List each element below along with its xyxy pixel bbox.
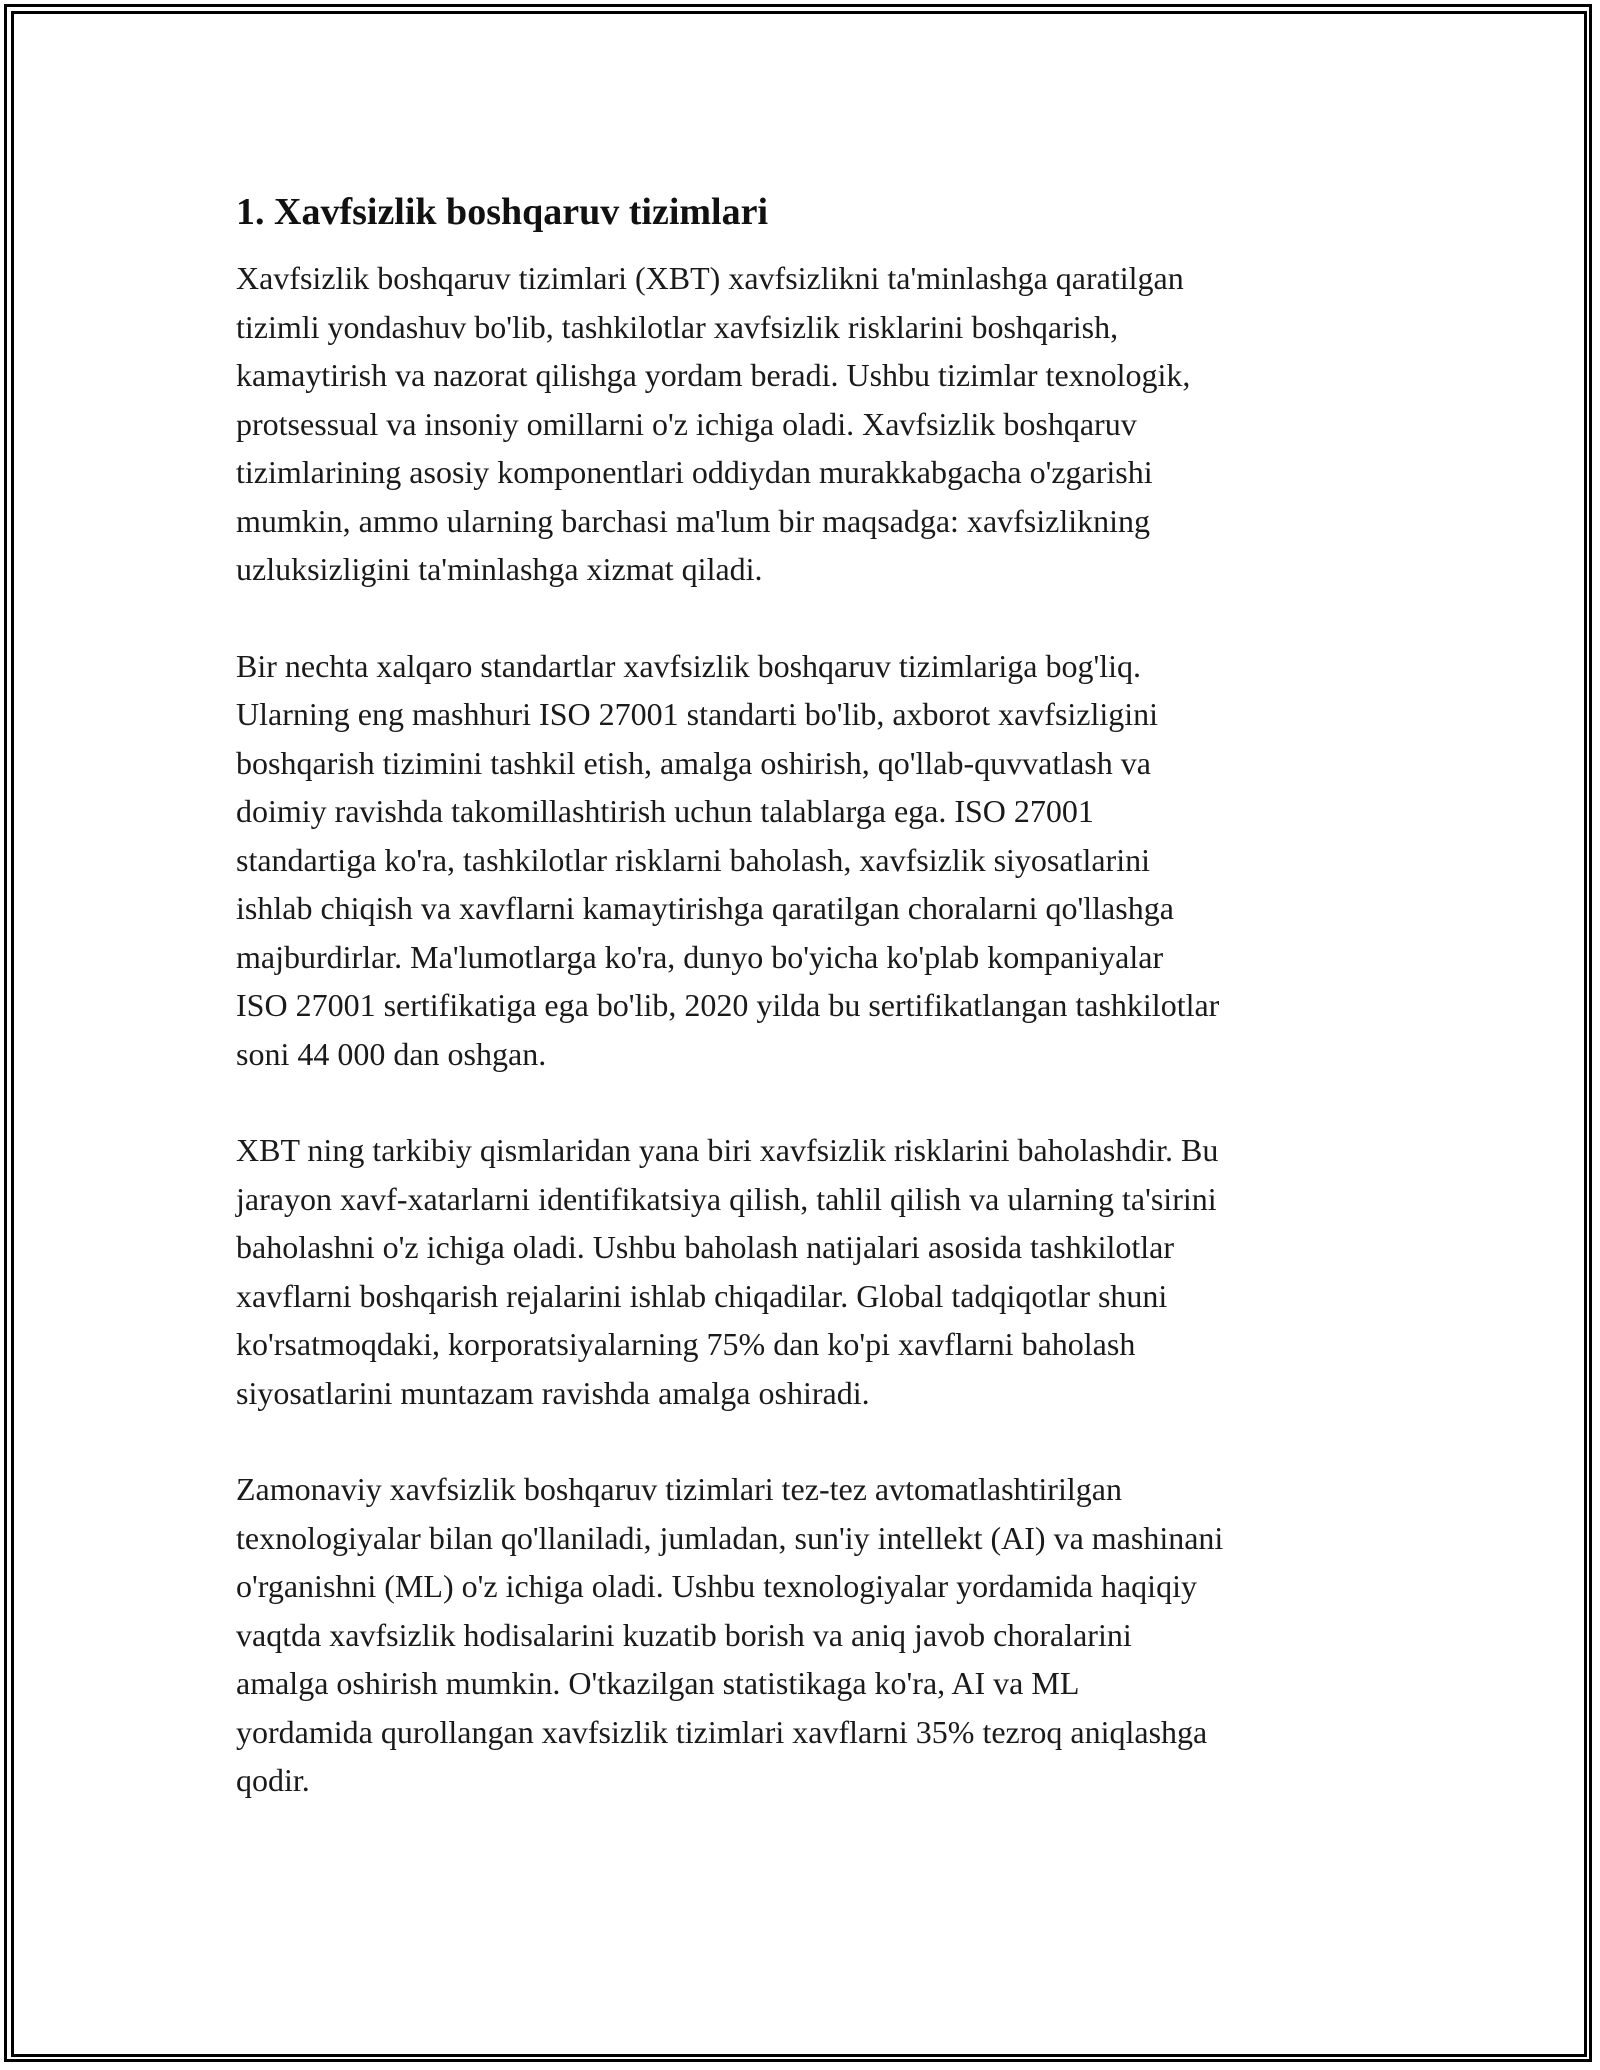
paragraph-line: standartiga ko'ra, tashkilotlar risklarni baholash, xavfsizlik siyosatlarini xyxy=(236,841,1150,878)
paragraph-line: xavflarni boshqarish rejalarini ishlab chiqadilar. Global tadqiqotlar shuni xyxy=(236,1277,1168,1314)
paragraph-line: majburdirlar. Ma'lumotlarga ko'ra, dunyo bo'yicha ko'plab kompaniyalar xyxy=(236,938,1164,975)
paragraph-line: siyosatlarini muntazam ravishda amalga oshiradi. xyxy=(236,1374,870,1411)
paragraph-line: soni 44 000 dan oshgan. xyxy=(236,1035,547,1072)
paragraph-line: vaqtda xavfsizlik hodisalarini kuzatib borish va aniq javob choralarini xyxy=(236,1616,1132,1653)
paragraph-line: qodir. xyxy=(236,1762,310,1798)
paragraph-line: jarayon xavf-xatarlarni identifikatsiya qilish, tahlil qilish va ularning ta'sirini xyxy=(236,1180,1217,1217)
paragraph-line: protsessual va insoniy omillarni o'z ichiga oladi. Xavfsizlik boshqaruv xyxy=(236,405,1137,442)
paragraph-line: boshqarish tizimini tashkil etish, amalga oshirish, qo'llab-quvvatlash va xyxy=(236,744,1151,781)
paragraph-line: Zamonaviy xavfsizlik boshqaruv tizimlari tez-tez avtomatlashtirilgan xyxy=(236,1471,1122,1507)
paragraph-line: ishlab chiqish va xavflarni kamaytirishga qaratilgan choralarni qo'llashga xyxy=(236,890,1174,926)
paragraph xyxy=(236,642,1386,1079)
paragraph-line: amalga oshirish mumkin. O'tkazilgan statistikaga ko'ra, AI va ML xyxy=(236,1665,1080,1701)
document-body xyxy=(236,186,1386,1853)
paragraph-line: o'rganishni (ML) o'z ichiga oladi. Ushbu texnologiyalar yordamida haqiqiy xyxy=(236,1568,1197,1604)
paragraph-line: kamaytirish va nazorat qilishga yordam beradi. Ushbu tizimlar texnologik, xyxy=(236,357,1191,393)
paragraph-line: tizimli yondashuv bo'lib, tashkilotlar xavfsizlik risklarini boshqarish, xyxy=(236,308,1119,345)
paragraph xyxy=(236,1465,1386,1805)
paragraph-line: Ularning eng mashhuri ISO 27001 standarti bo'lib, axborot xavfsizligini xyxy=(236,696,1159,732)
paragraph-line: baholashni o'z ichiga oladi. Ushbu baholash natijalari asosida tashkilotlar xyxy=(236,1229,1174,1265)
paragraph-line: tizimlarining asosiy komponentlari oddiydan murakkabgacha o'zgarishi xyxy=(236,454,1153,490)
paragraph-line: doimiy ravishda takomillashtirish uchun talablarga ega. ISO 27001 xyxy=(236,793,1094,829)
paragraph-line: mumkin, ammo ularning barchasi ma'lum bir maqsadga: xavfsizlikning xyxy=(236,502,1151,539)
paragraph xyxy=(236,254,1386,594)
paragraph-line: ko'rsatmoqdaki, korporatsiyalarning 75% dan ko'pi xavflarni baholash xyxy=(236,1326,1136,1362)
paragraph-list xyxy=(236,254,1386,1805)
paragraph-line: XBT ning tarkibiy qismlaridan yana biri xavfsizlik risklarini baholashdir. Bu xyxy=(236,1132,1219,1168)
section-heading: 1. Xavfsizlik boshqaruv tizimlari xyxy=(236,191,769,233)
paragraph-line: ISO 27001 sertifikatiga ega bo'lib, 2020 yilda bu sertifikatlangan tashkilotlar xyxy=(236,987,1220,1023)
paragraph-line: Bir nechta xalqaro standartlar xavfsizlik boshqaruv tizimlariga bog'liq. xyxy=(236,647,1142,684)
paragraph-line: yordamida qurollangan xavfsizlik tizimlari xavflarni 35% tezroq aniqlashga xyxy=(236,1713,1208,1750)
paragraph-line: uzluksizligini ta'minlashga xizmat qiladi. xyxy=(236,551,763,587)
paragraph xyxy=(236,1126,1386,1417)
paragraph-line: Xavfsizlik boshqaruv tizimlari (XBT) xavfsizlikni ta'minlashga qaratilgan xyxy=(236,260,1184,296)
paragraph-line: texnologiyalar bilan qo'llaniladi, jumladan, sun'iy intellekt (AI) va mashinani xyxy=(236,1519,1224,1556)
